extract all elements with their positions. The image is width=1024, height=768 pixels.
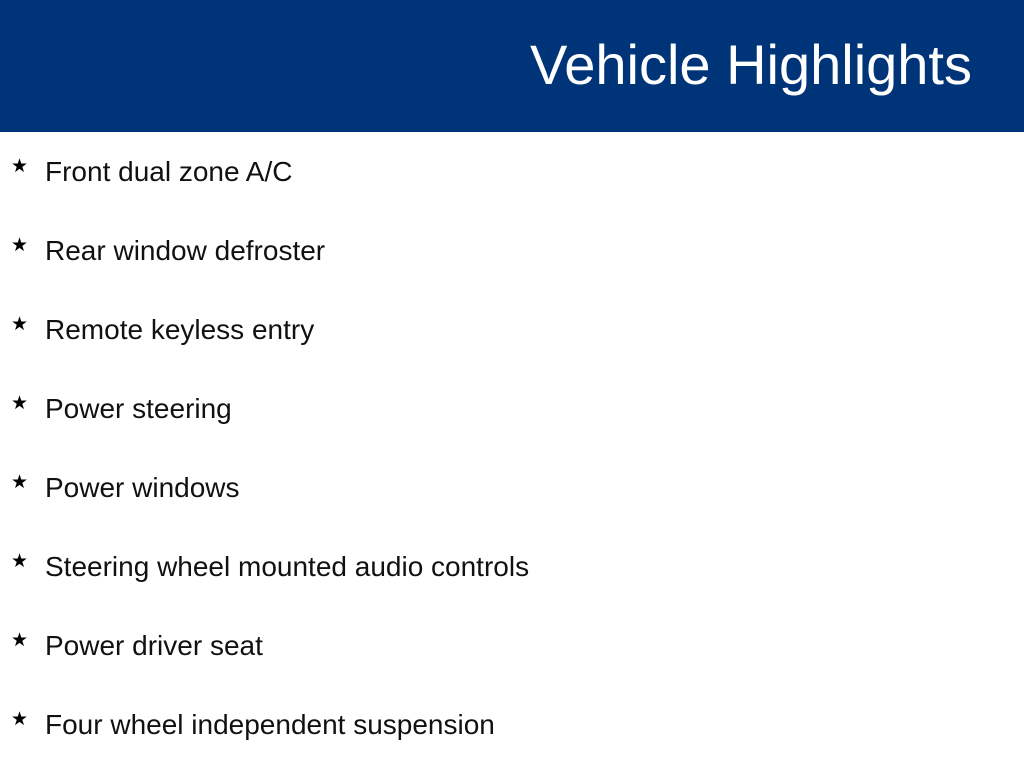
list-item <box>0 527 700 582</box>
list-item <box>0 606 700 661</box>
list-item-label: Steering wheel mounted audio controls <box>45 551 530 582</box>
star-icon: ★ <box>11 155 29 177</box>
star-icon: ★ <box>11 471 29 493</box>
list-item-label: Rear window defroster <box>45 235 326 266</box>
list-item <box>0 211 700 266</box>
star-icon: ★ <box>11 629 29 651</box>
slide-title: Vehicle Highlights <box>529 33 972 96</box>
list-item <box>0 290 700 345</box>
list-item-label: Four wheel independent suspension <box>45 709 495 740</box>
star-icon: ★ <box>11 550 29 572</box>
title-banner <box>0 0 1024 132</box>
list-item-label: Power driver seat <box>45 630 263 661</box>
list-item <box>0 685 700 740</box>
list-item <box>0 369 700 424</box>
star-icon: ★ <box>11 234 29 256</box>
list-item-label: Remote keyless entry <box>45 314 315 345</box>
star-icon: ★ <box>11 313 29 335</box>
star-icon: ★ <box>11 708 29 730</box>
list-item <box>0 132 700 187</box>
list-item-label: Power steering <box>45 393 232 424</box>
list-item-label: Power windows <box>45 472 240 503</box>
list-item-label: Front dual zone A/C <box>45 156 293 187</box>
star-icon: ★ <box>11 392 29 414</box>
list-item <box>0 448 700 503</box>
